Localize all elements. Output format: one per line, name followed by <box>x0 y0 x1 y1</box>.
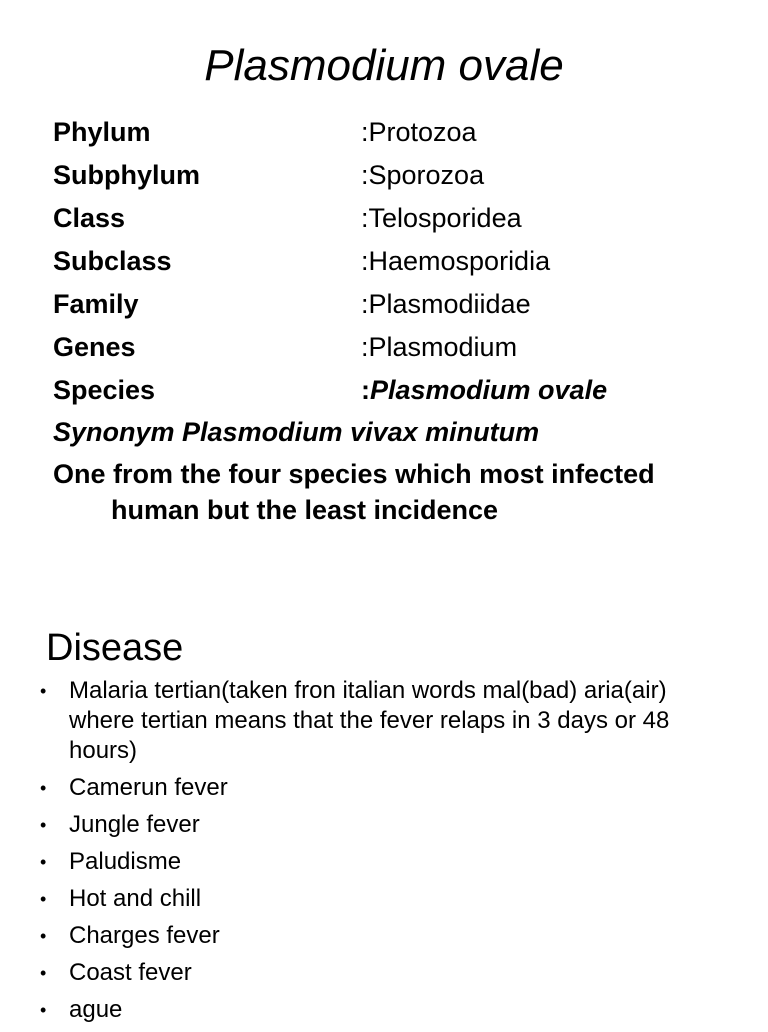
list-item-text: Hot and chill <box>69 885 202 912</box>
taxonomy-row-subphylum <box>53 154 753 197</box>
taxonomy-label: Class <box>53 203 126 233</box>
taxonomy-value: :Sporozoa <box>361 160 485 190</box>
bullet-icon: • <box>40 926 47 946</box>
taxonomy-row-phylum <box>53 111 753 154</box>
list-item-text: ague <box>69 996 123 1023</box>
taxonomy-value: :Plasmodiidae <box>361 289 531 319</box>
incidence-note <box>53 456 753 528</box>
species-value <box>361 375 607 406</box>
bullet-icon: • <box>40 815 47 835</box>
list-item <box>0 810 768 840</box>
list-item-text: Malaria tertian(taken fron italian words mal(bad) aria(air) where tertian means that the fever relaps in 3 days or 48 hours) <box>69 677 670 764</box>
species-colon: : <box>361 375 370 405</box>
list-item <box>0 676 768 766</box>
taxonomy-row-subclass <box>53 240 753 283</box>
list-item <box>0 884 768 914</box>
bullet-icon: • <box>40 852 47 872</box>
taxonomy-value: :Protozoa <box>361 117 477 147</box>
taxonomy-value: :Telosporidea <box>361 203 522 233</box>
taxonomy-row-species <box>53 369 753 412</box>
list-item-text: Jungle fever <box>69 811 200 838</box>
list-item <box>0 995 768 1025</box>
list-item-text: Charges fever <box>69 922 220 949</box>
taxonomy-label: Family <box>53 289 139 319</box>
taxonomy-table <box>53 111 753 412</box>
bullet-icon: • <box>40 778 47 798</box>
taxonomy-label: Subclass <box>53 246 172 276</box>
list-item <box>0 773 768 803</box>
bullet-icon: • <box>40 889 47 909</box>
list-item <box>0 921 768 951</box>
taxonomy-label: Subphylum <box>53 160 200 190</box>
bullet-icon: • <box>40 963 47 983</box>
synonym-line: Synonym Plasmodium vivax minutum <box>53 417 540 447</box>
disease-list <box>0 676 768 1032</box>
slide-title: Plasmodium ovale <box>204 41 564 90</box>
taxonomy-row-family <box>53 283 753 326</box>
list-item-text: Camerun fever <box>69 774 228 801</box>
taxonomy-label: Genes <box>53 332 136 362</box>
taxonomy-value: :Plasmodium <box>361 332 518 362</box>
list-item <box>0 958 768 988</box>
taxonomy-value: :Haemosporidia <box>361 246 551 276</box>
list-item <box>0 847 768 877</box>
taxonomy-label: Phylum <box>53 117 151 147</box>
bullet-icon: • <box>40 681 47 701</box>
incidence-note-line-2: human but the least incidence <box>111 495 499 525</box>
incidence-note-line-1: One from the four species which most infected <box>53 459 655 489</box>
list-item-text: Paludisme <box>69 848 182 875</box>
bullet-icon: • <box>40 1000 47 1020</box>
list-item-text: Coast fever <box>69 959 192 986</box>
taxonomy-row-class <box>53 197 753 240</box>
species-name: Plasmodium ovale <box>370 375 608 405</box>
disease-heading: Disease <box>46 627 184 669</box>
taxonomy-label: Species <box>53 375 156 405</box>
taxonomy-row-genes <box>53 326 753 369</box>
